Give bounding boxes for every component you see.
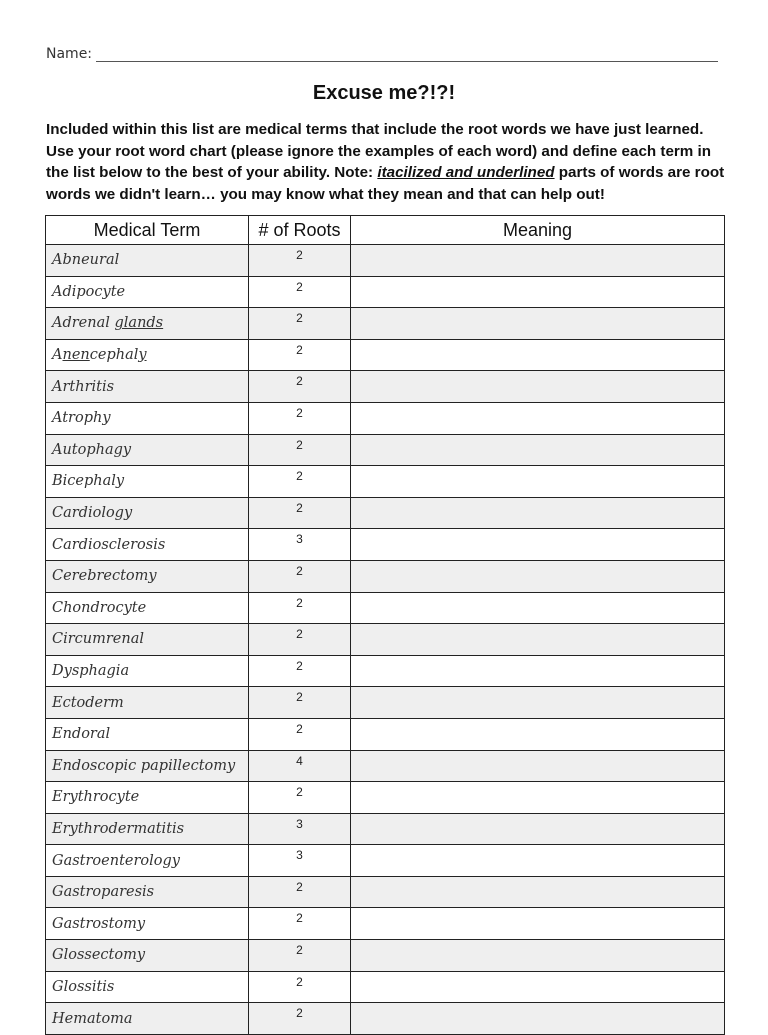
term-cell bbox=[46, 750, 249, 782]
term-text: Erythrocyte bbox=[52, 789, 140, 806]
roots-count-cell: 2 bbox=[249, 876, 351, 908]
term-cell bbox=[46, 560, 249, 592]
table-row bbox=[46, 245, 725, 277]
term-cell bbox=[46, 813, 249, 845]
meaning-answer-cell[interactable] bbox=[351, 245, 725, 277]
meaning-answer-cell[interactable] bbox=[351, 718, 725, 750]
table-row bbox=[46, 971, 725, 1003]
table-row bbox=[46, 497, 725, 529]
table-row bbox=[46, 1003, 725, 1035]
column-header-roots: # of Roots bbox=[249, 216, 351, 245]
term-text: Gastroenterology bbox=[52, 852, 180, 869]
term-unlearned-root: y bbox=[138, 347, 147, 364]
meaning-answer-cell[interactable] bbox=[351, 687, 725, 719]
term-text: Cardiosclerosis bbox=[52, 536, 166, 553]
term-text: Circumrenal bbox=[52, 631, 145, 648]
table-row bbox=[46, 782, 725, 814]
term-cell bbox=[46, 876, 249, 908]
meaning-answer-cell[interactable] bbox=[351, 940, 725, 972]
roots-count-cell: 2 bbox=[249, 560, 351, 592]
term-cell bbox=[46, 687, 249, 719]
table-row bbox=[46, 750, 725, 782]
table-row bbox=[46, 687, 725, 719]
term-text: Arthritis bbox=[52, 378, 115, 395]
table-row bbox=[46, 940, 725, 972]
meaning-answer-cell[interactable] bbox=[351, 971, 725, 1003]
roots-count-cell: 4 bbox=[249, 750, 351, 782]
term-cell bbox=[46, 592, 249, 624]
table-row bbox=[46, 402, 725, 434]
table-row bbox=[46, 813, 725, 845]
meaning-answer-cell[interactable] bbox=[351, 592, 725, 624]
roots-count-cell: 2 bbox=[249, 687, 351, 719]
term-cell bbox=[46, 245, 249, 277]
roots-count-cell: 2 bbox=[249, 908, 351, 940]
term-cell bbox=[46, 308, 249, 340]
roots-count-cell: 2 bbox=[249, 371, 351, 403]
term-cell bbox=[46, 971, 249, 1003]
term-text: Chondrocyte bbox=[52, 599, 147, 616]
meaning-answer-cell[interactable] bbox=[351, 276, 725, 308]
table-body bbox=[46, 245, 725, 1035]
meaning-answer-cell[interactable] bbox=[351, 908, 725, 940]
term-cell bbox=[46, 402, 249, 434]
table-row bbox=[46, 529, 725, 561]
term-text: Hematoma bbox=[52, 1010, 133, 1027]
instructions-emphasis: itacilized and underlined bbox=[377, 164, 555, 181]
meaning-answer-cell[interactable] bbox=[351, 876, 725, 908]
meaning-answer-cell[interactable] bbox=[351, 845, 725, 877]
term-cell bbox=[46, 624, 249, 656]
term-cell bbox=[46, 782, 249, 814]
meaning-answer-cell[interactable] bbox=[351, 466, 725, 498]
roots-count-cell: 3 bbox=[249, 529, 351, 561]
roots-count-cell: 2 bbox=[249, 718, 351, 750]
meaning-answer-cell[interactable] bbox=[351, 624, 725, 656]
term-cell bbox=[46, 940, 249, 972]
roots-count-cell: 2 bbox=[249, 402, 351, 434]
table-row bbox=[46, 371, 725, 403]
term-cell bbox=[46, 466, 249, 498]
term-text: Abneural bbox=[52, 252, 120, 269]
meaning-answer-cell[interactable] bbox=[351, 371, 725, 403]
page-title: Excuse me?!?! bbox=[312, 82, 456, 104]
term-text: Adipocyte bbox=[52, 283, 126, 300]
name-field[interactable] bbox=[46, 46, 718, 62]
meaning-answer-cell[interactable] bbox=[351, 529, 725, 561]
term-cell bbox=[46, 371, 249, 403]
roots-count-cell: 2 bbox=[249, 655, 351, 687]
term-cell bbox=[46, 655, 249, 687]
term-cell bbox=[46, 434, 249, 466]
roots-count-cell: 2 bbox=[249, 245, 351, 277]
instructions-paragraph bbox=[46, 119, 726, 205]
term-text: Glossectomy bbox=[52, 947, 146, 964]
term-text: Endoscopic papillectomy bbox=[52, 757, 236, 774]
term-text: A bbox=[52, 347, 63, 364]
term-text: cephal bbox=[89, 347, 139, 364]
term-unlearned-root: glands bbox=[114, 315, 164, 332]
meaning-answer-cell[interactable] bbox=[351, 497, 725, 529]
term-cell bbox=[46, 718, 249, 750]
roots-count-cell: 2 bbox=[249, 308, 351, 340]
table-row bbox=[46, 655, 725, 687]
table-row bbox=[46, 592, 725, 624]
meaning-answer-cell[interactable] bbox=[351, 1003, 725, 1035]
term-cell bbox=[46, 339, 249, 371]
term-text: Autophagy bbox=[52, 441, 132, 458]
roots-count-cell: 2 bbox=[249, 971, 351, 1003]
table-row bbox=[46, 876, 725, 908]
term-text: Cardiology bbox=[52, 505, 133, 522]
table-row bbox=[46, 718, 725, 750]
table-row bbox=[46, 908, 725, 940]
table-row bbox=[46, 434, 725, 466]
term-text: Glossitis bbox=[52, 978, 115, 995]
meaning-answer-cell[interactable] bbox=[351, 782, 725, 814]
meaning-answer-cell[interactable] bbox=[351, 560, 725, 592]
roots-count-cell: 2 bbox=[249, 339, 351, 371]
table-row bbox=[46, 845, 725, 877]
term-text: Adrenal bbox=[52, 315, 115, 332]
roots-count-cell: 2 bbox=[249, 434, 351, 466]
term-unlearned-root: nen bbox=[62, 347, 90, 364]
roots-count-cell: 2 bbox=[249, 1003, 351, 1035]
table-row bbox=[46, 276, 725, 308]
name-label: Name: bbox=[46, 46, 93, 62]
term-cell bbox=[46, 908, 249, 940]
medical-terms-table bbox=[45, 215, 725, 1035]
term-text: Erythrodermatitis bbox=[52, 820, 185, 837]
roots-count-cell: 3 bbox=[249, 845, 351, 877]
roots-count-cell: 2 bbox=[249, 782, 351, 814]
table-row bbox=[46, 560, 725, 592]
term-cell bbox=[46, 276, 249, 308]
meaning-answer-cell[interactable] bbox=[351, 402, 725, 434]
table-row bbox=[46, 308, 725, 340]
term-text: Cerebrectomy bbox=[52, 568, 157, 585]
meaning-answer-cell[interactable] bbox=[351, 434, 725, 466]
term-cell bbox=[46, 845, 249, 877]
table-header-row bbox=[46, 216, 725, 245]
roots-count-cell: 2 bbox=[249, 497, 351, 529]
roots-count-cell: 3 bbox=[249, 813, 351, 845]
meaning-answer-cell[interactable] bbox=[351, 813, 725, 845]
term-text: Gastrostomy bbox=[52, 915, 146, 932]
term-text: Atrophy bbox=[52, 410, 111, 427]
term-text: Dysphagia bbox=[52, 663, 130, 680]
roots-count-cell: 2 bbox=[249, 276, 351, 308]
term-text: Ectoderm bbox=[52, 694, 124, 711]
term-text: Bicephaly bbox=[52, 473, 125, 490]
roots-count-cell: 2 bbox=[249, 592, 351, 624]
column-header-meaning: Meaning bbox=[351, 216, 725, 245]
instructions-text: Included within this list are medical terms that include the root words we have just learned. Use your root word chart (please ignore the examples of each word) and define each term in the list below to the best of your ability. Note: bbox=[46, 121, 712, 181]
roots-count-cell: 2 bbox=[249, 940, 351, 972]
roots-count-cell: 2 bbox=[249, 624, 351, 656]
name-underline[interactable] bbox=[96, 47, 718, 62]
term-text: Endoral bbox=[52, 726, 111, 743]
meaning-answer-cell[interactable] bbox=[351, 308, 725, 340]
table-row bbox=[46, 624, 725, 656]
table-row bbox=[46, 339, 725, 371]
meaning-answer-cell[interactable] bbox=[351, 339, 725, 371]
instructions-text-end: parts of words are root words we didn't learn… you may know what they mean and that can help out! bbox=[46, 164, 725, 203]
column-header-term: Medical Term bbox=[46, 216, 249, 245]
meaning-answer-cell[interactable] bbox=[351, 655, 725, 687]
table-row bbox=[46, 466, 725, 498]
term-text: Gastroparesis bbox=[52, 884, 155, 901]
term-cell bbox=[46, 529, 249, 561]
term-cell bbox=[46, 1003, 249, 1035]
meaning-answer-cell[interactable] bbox=[351, 750, 725, 782]
roots-count-cell: 2 bbox=[249, 466, 351, 498]
term-cell bbox=[46, 497, 249, 529]
